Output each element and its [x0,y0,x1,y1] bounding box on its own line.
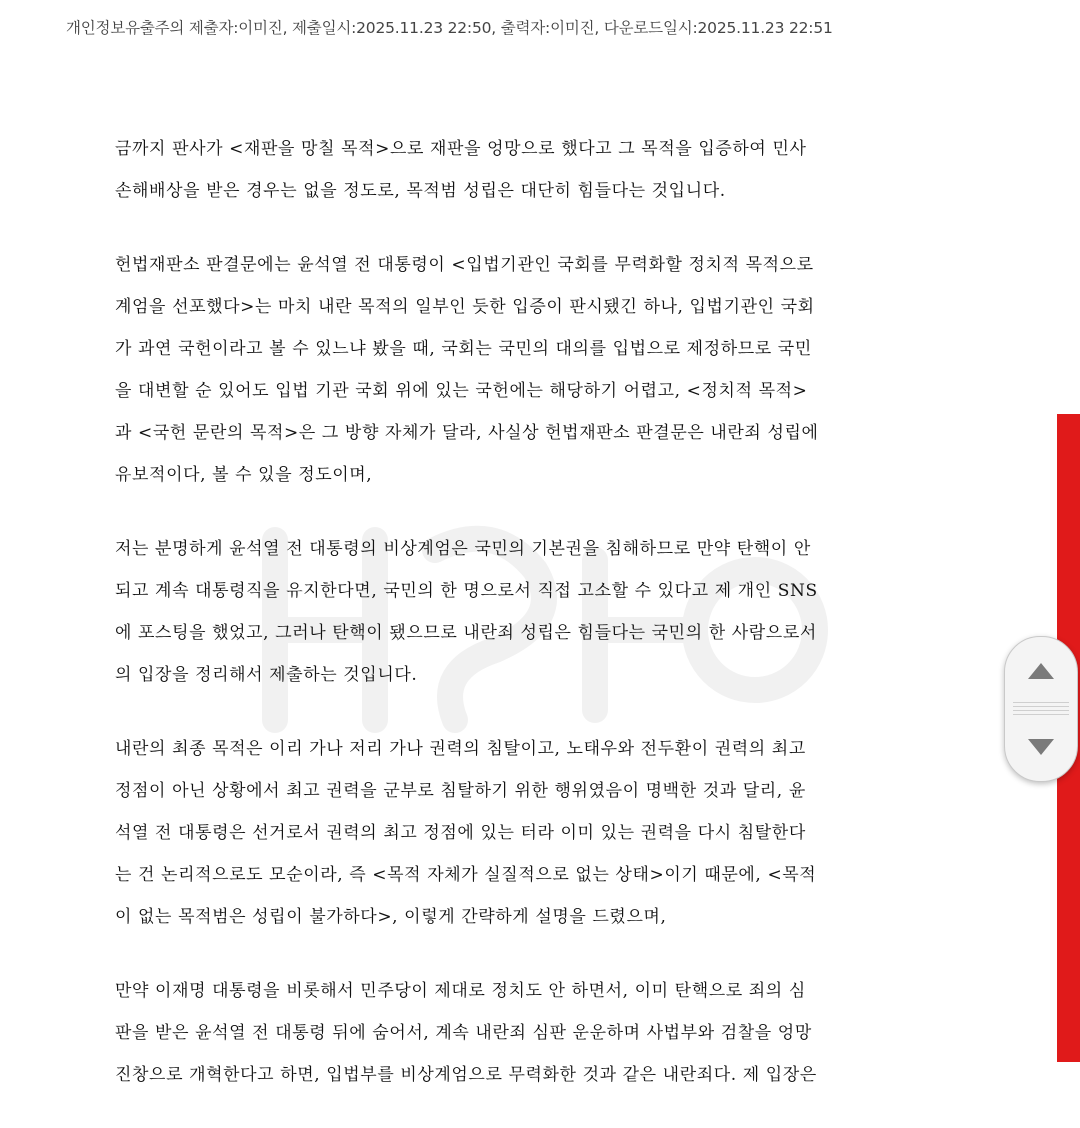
text-line: 되고 계속 대통령직을 유지한다면, 국민의 한 명으로서 직접 고소할 수 있다고 제 개인 SNS [115,581,818,601]
paragraph [115,528,983,696]
scroll-grip[interactable] [1013,699,1069,719]
text-line: 에 포스팅을 했었고, 그러나 탄핵이 됐으므로 내란죄 성립은 힘들다는 국민의 한 사람으로서 [115,623,817,643]
triangle-down-icon [1026,737,1056,757]
text-line: 유보적이다, 볼 수 있을 정도이며, [115,465,373,485]
paragraph [115,728,983,938]
text-line: 정점이 아닌 상황에서 최고 권력을 군부로 침탈하기 위한 행위였음이 명백한 것과 달리, 윤 [115,781,806,801]
text-line: 만약 이재명 대통령을 비롯해서 민주당이 제대로 정치도 안 하면서, 이미 탄핵으로 죄의 심 [115,981,806,1001]
text-line: 는 건 논리적으로도 모순이라, 즉 <목적 자체가 실질적으로 없는 상태>이기 때문에, <목적 [115,865,817,885]
text-line: 의 입장을 정리해서 제출하는 것입니다. [115,665,418,685]
text-line: 금까지 판사가 <재판을 망칠 목적>으로 재판을 엉망으로 했다고 그 목적을 입증하여 민사 [115,139,807,159]
text-line: 손해배상을 받은 경우는 없을 정도로, 목적범 성립은 대단히 힘들다는 것입니다. [115,181,726,201]
scroll-control [1004,636,1078,782]
paragraph [115,128,983,212]
text-line: 을 대변할 순 있어도 입법 기관 국회 위에 있는 국헌에는 해당하기 어렵고, <정치적 목적> [115,381,808,401]
scroll-up-button[interactable] [1005,645,1077,697]
text-line: 내란의 최종 목적은 이리 가나 저리 가나 권력의 침탈이고, 노태우와 전두환이 권력의 최고 [115,739,806,759]
document-body [115,128,983,1128]
text-line: 이 없는 목적범은 성립이 불가하다>, 이렇게 간략하게 설명을 드렸으며, [115,907,667,927]
text-line: 헌법재판소 판결문에는 윤석열 전 대통령이 <입법기관인 국회를 무력화할 정치적 목적으로 [115,255,814,275]
text-line: 판을 받은 윤석열 전 대통령 뒤에 숨어서, 계속 내란죄 심판 운운하며 사법부와 검찰을 엉망 [115,1023,812,1043]
text-line: 석열 전 대통령은 선거로서 권력의 최고 정점에 있는 터라 이미 있는 권력을 다시 침탈한다 [115,823,806,843]
text-line: 가 과연 국헌이라고 볼 수 있느냐 봤을 때, 국회는 국민의 대의를 입법으로 제정하므로 국민 [115,339,812,359]
triangle-up-icon [1026,661,1056,681]
text-line: 과 <국헌 문란의 목적>은 그 방향 자체가 달라, 사실상 헌법재판소 판결문은 내란죄 성립에 [115,423,819,443]
document-header: 개인정보유출주의 제출자:이미진, 제출일시:2025.11.23 22:50, 출력자:이미진, 다운로드일시:2025.11.23 22:51 [66,19,833,37]
text-line: 진창으로 개혁한다고 하면, 입법부를 비상계엄으로 무력화한 것과 같은 내란죄다. 제 입장은 [115,1065,817,1085]
paragraph [115,970,983,1096]
paragraph [115,244,983,496]
scroll-down-button[interactable] [1005,721,1077,773]
text-line: 저는 분명하게 윤석열 전 대통령의 비상계엄은 국민의 기본권을 침해하므로 만약 탄핵이 안 [115,539,811,559]
text-line: 계엄을 선포했다>는 마치 내란 목적의 일부인 듯한 입증이 판시됐긴 하나, 입법기관인 국회 [115,297,815,317]
